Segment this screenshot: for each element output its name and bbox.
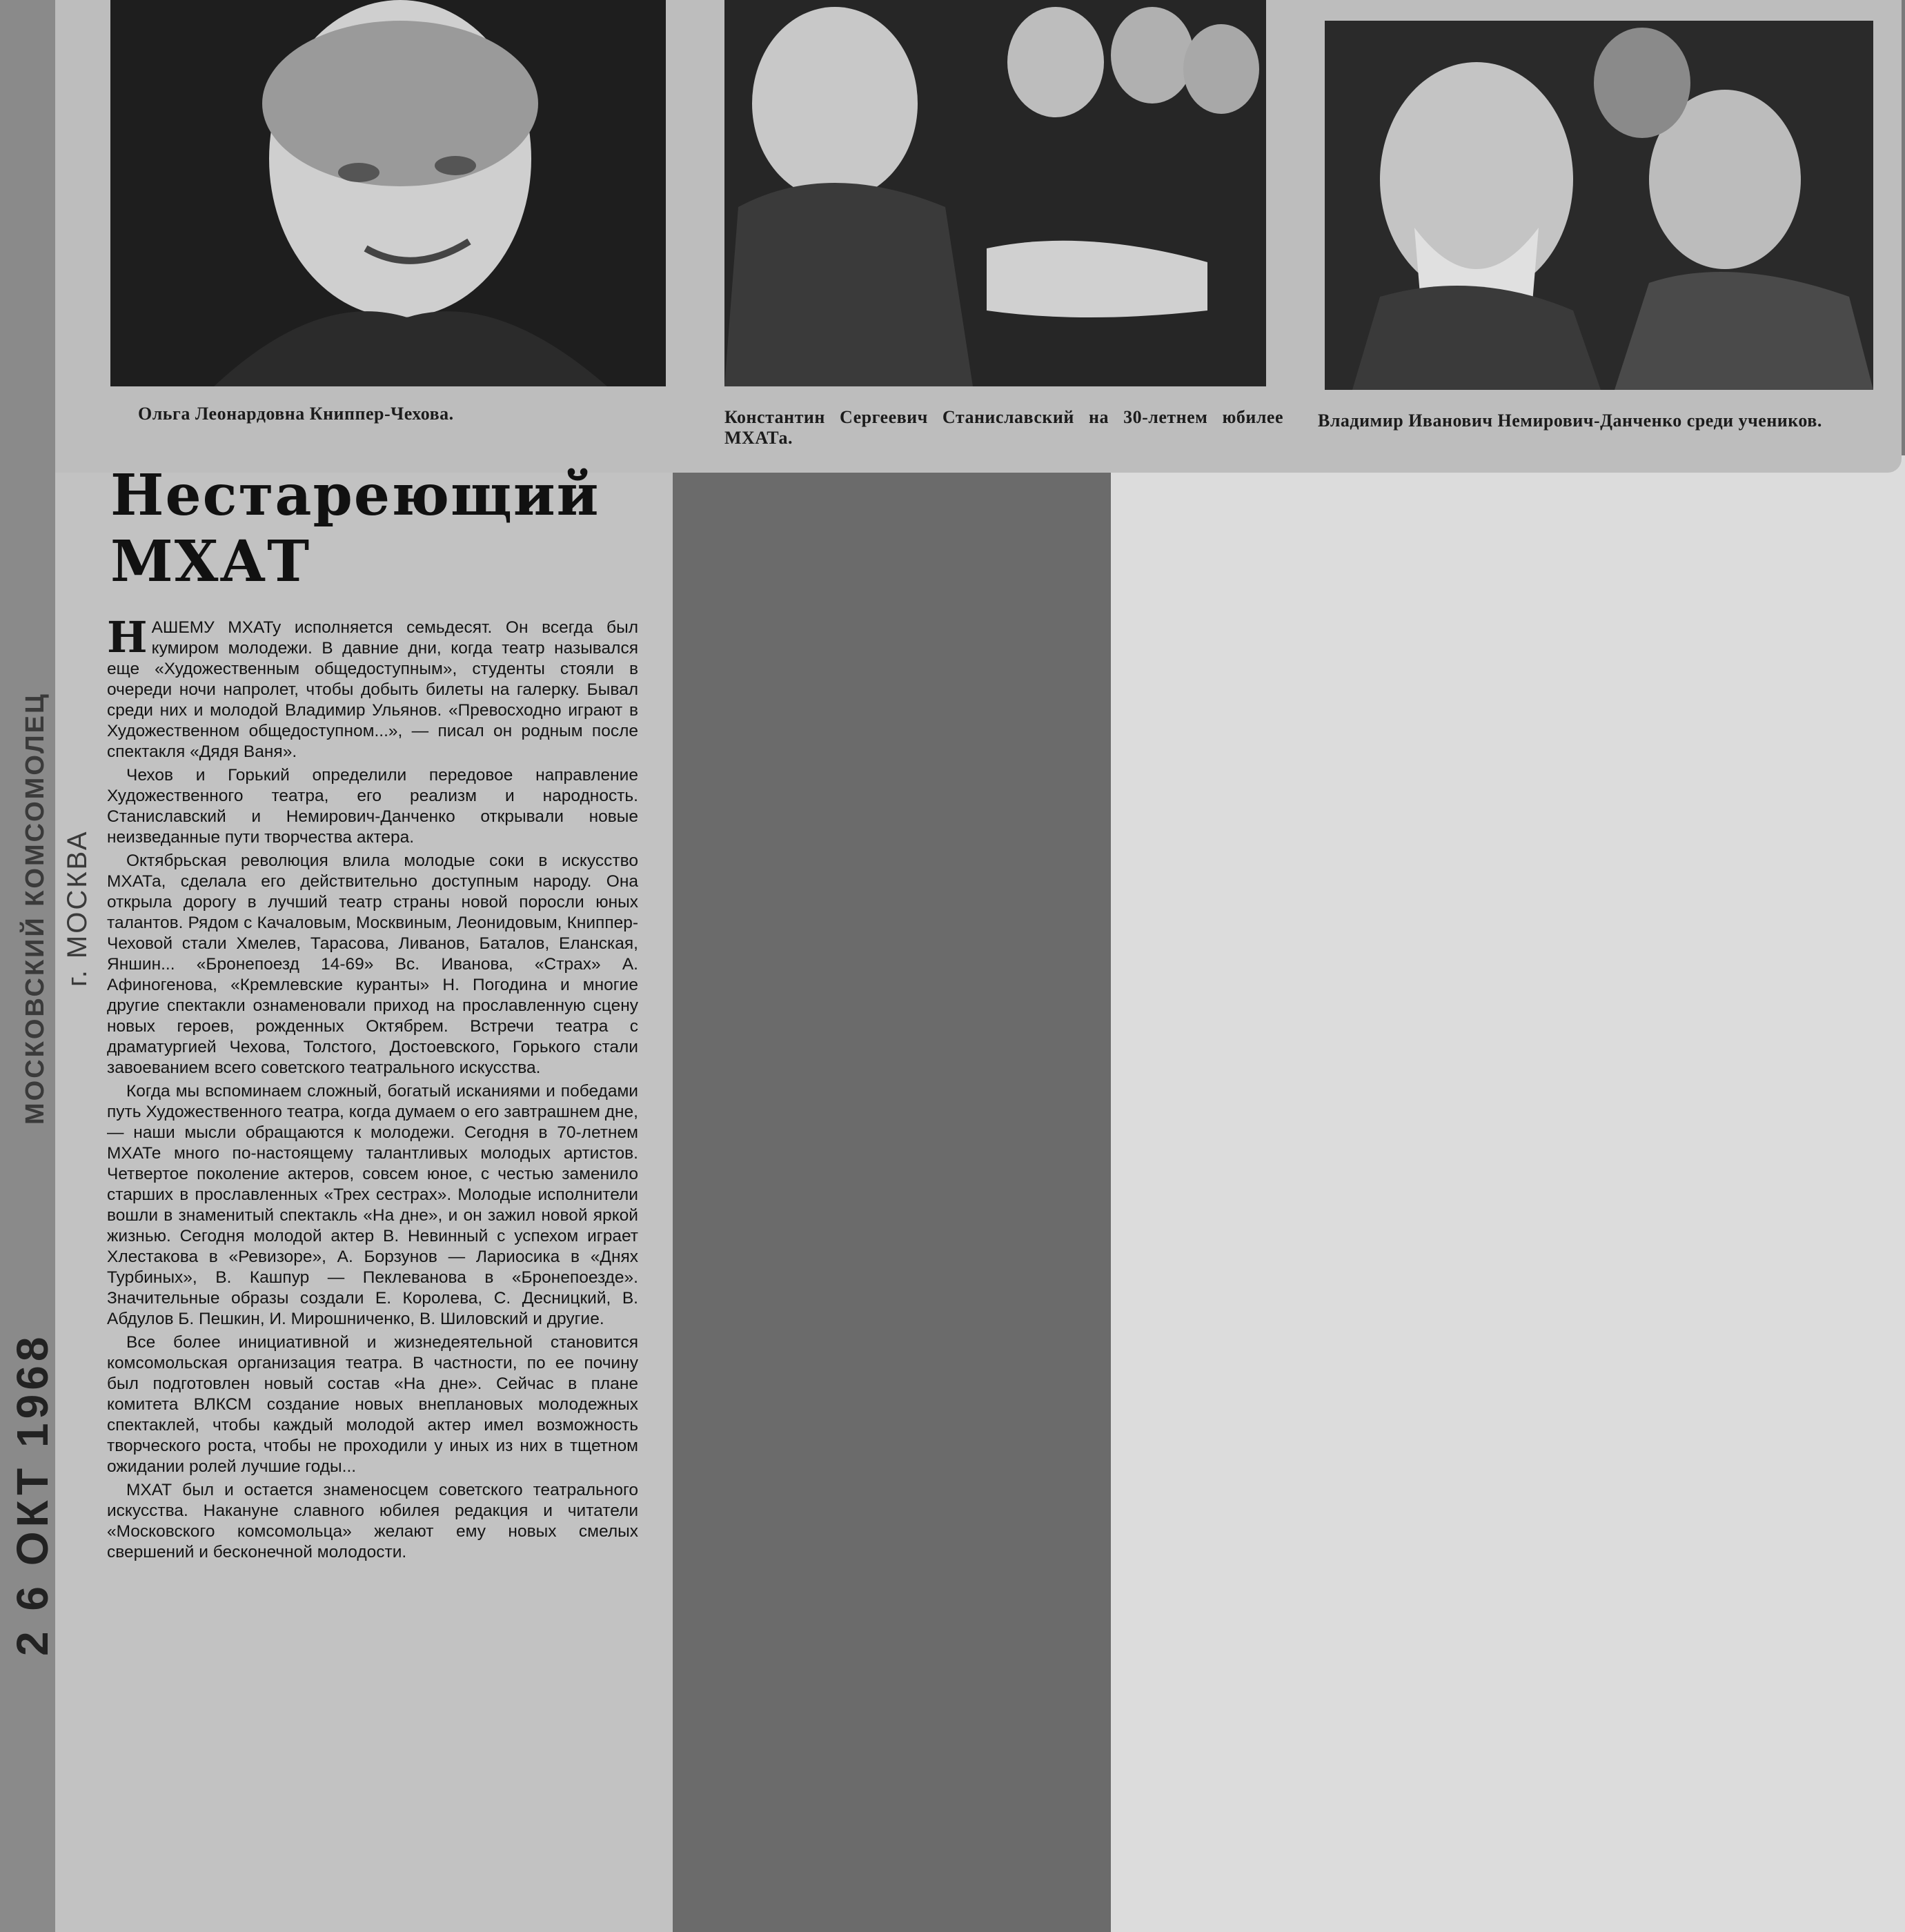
- article-paragraph: [107, 612, 638, 762]
- date-stamp: 2 6 ОКТ 1968: [8, 1332, 57, 1656]
- publisher-stamp: МОСКОВСКИЙ КОМСОМОЛЕЦ: [21, 692, 50, 1125]
- headline-line: Нестареющий: [110, 462, 600, 529]
- headline-line: МХАТ: [110, 529, 311, 595]
- paragraph-text: АШЕМУ МХАТу исполняется семьдесят. Он всегда был кумиром молодежи. В давние дни, когда театр назывался еще «Художественным общедоступным», студенты стояли в очереди ночи напролет, чтобы добыть билеты на галерку. Бывал среди них и молодой Владимир Ульянов. «Превосходно играют в Художественном общедоступном...», — писал он родным после спектакля «Дядя Ваня».: [107, 618, 638, 761]
- photo-nemirovich-danchenko: [1325, 21, 1873, 390]
- photo-caption: Ольга Леонардовна Книппер-Чехова.: [138, 404, 454, 424]
- article-paragraph: Чехов и Горький определили передовое направление Художественного театра, его реализм и народность. Станиславский и Немирович-Данченко открывали новые неизведанные пути творчества актера.: [107, 766, 638, 847]
- photo-caption: Константин Сергеевич Станиславский на 30-летнем юбилее МХАТа.: [724, 407, 1283, 448]
- article-paragraph: Когда мы вспоминаем сложный, богатый исканиями и победами путь Художественного театра, когда думаем о его завтрашнем дне, — наши мысли обращаются к молодежи. Сегодня в 70-летнем МХАТе много по-настоящему талантливых молодых артистов. Четвертое поколение актеров, совсем юное, с честью заменило старших в прославленных «Трех сестрах». Молодые исполнители вошли в знаменитый спектакль «На дне», и он зажил новой яркой жизнью. Сегодня молодой актер В. Невинный с успехом играет Хлестакова в «Ревизоре», А. Борзунов — Лариосика в «Днях Турбиных», В. Кашпур — Пеклеванова в «Бронепоезде». Значительные образы создали Е. Королева, С. Десницкий, В. Абдулов Б. Пешкин, И. Мирошниченко, В. Шиловский и другие.: [107, 1082, 638, 1328]
- city-stamp: г. МОСКВА: [62, 829, 92, 987]
- photo-knipper-chekhova: [110, 0, 666, 386]
- article-paragraph: Октябрьская революция влила молодые соки в искусство МХАТа, сделала его действительно доступным народу. Она открыла дорогу в лучший театр страны новой поросли юных талантов. Рядом с Качаловым, Москвиным, Леонидовым, Книппер-Чеховой стали Хмелев, Тарасова, Ливанов, Баталов, Еланская, Яншин... «Бронепоезд 14-69» Вс. Иванова, «Страх» А. Афиногенова, «Кремлевские куранты» Н. Погодина и многие другие спектакли ознаменовали приход на прославленную сцену новых героев, рожденных Октябрем. Встречи театра с драматургией Чехова, Толстого, Достоевского, Горького стали завоеванием всего советского театрального искусства.: [107, 851, 638, 1077]
- photo-caption: Владимир Иванович Немирович-Данченко среди учеников.: [1318, 411, 1822, 431]
- background-mid: [673, 455, 1111, 1932]
- article-paragraph: МХАТ был и остается знаменосцем советского театрального искусства. Накануне славного юбилея редакция и читатели «Московского комсомольца» желают ему новых смелых свершений и бесконечной молодости.: [107, 1481, 638, 1561]
- dropcap: Н: [107, 612, 148, 662]
- background-paper: [1111, 455, 1905, 1932]
- article-paragraph: Все более инициативной и жизнедеятельной становится комсомольская организация театра. В частности, по ее почину был подготовлен новый состав «На дне». Сейчас в плане комитета ВЛКСМ создание новых внеплановых молодежных спектаклей, чтобы каждый молодой актер имел возможность творческого роста, чтобы не проходили у иных из них в тщетном ожидании ролей лучшие годы...: [107, 1333, 638, 1476]
- article-body: [107, 612, 638, 1566]
- article-headline: [110, 462, 662, 595]
- photo-stanislavsky: [724, 0, 1266, 386]
